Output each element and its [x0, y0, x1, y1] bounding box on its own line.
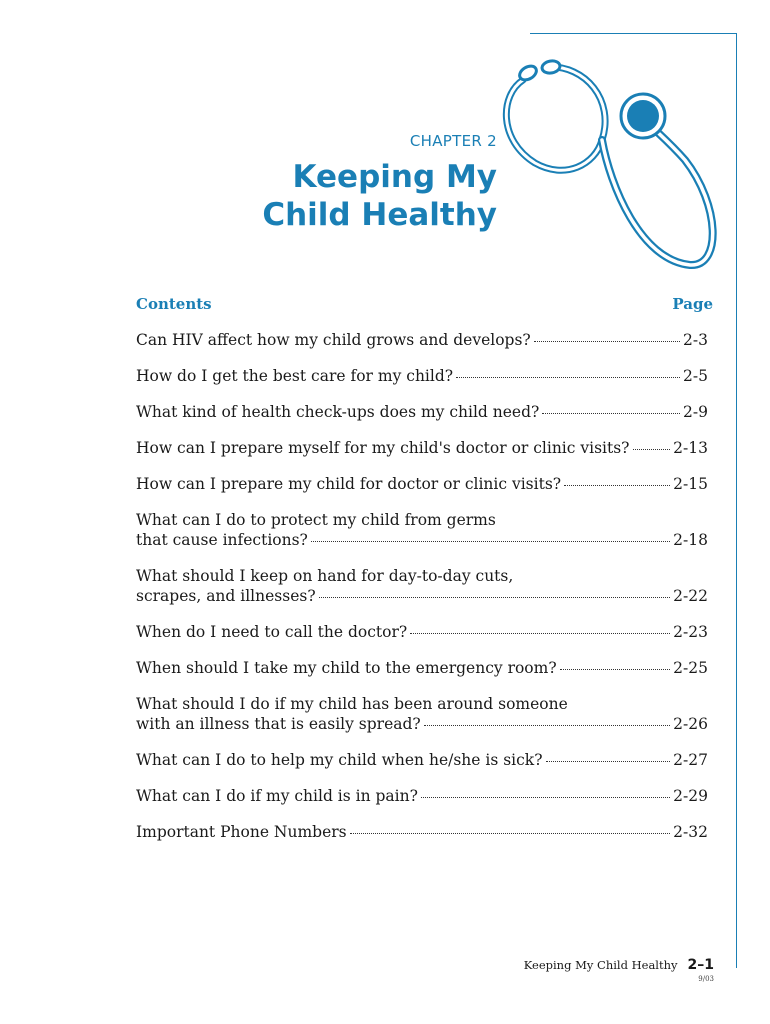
- toc-entry-title: How can I prepare my child for doctor or clinic visits?: [136, 475, 562, 493]
- toc-entry-page: 2-9: [683, 403, 708, 421]
- toc-leader-dots: [560, 668, 671, 670]
- toc-entry-title-cont: scrapes, and illnesses?: [136, 587, 316, 605]
- toc-entry-page: 2-27: [673, 751, 708, 769]
- page-frame-right-rule: [736, 33, 737, 968]
- toc-entry-page: 2-25: [673, 659, 708, 677]
- toc-entry-page: 2-3: [683, 331, 708, 349]
- toc-entry-page: 2-26: [673, 715, 708, 733]
- footer-date: 9/03: [698, 975, 714, 983]
- toc-entry-title: What should I do if my child has been around someone: [136, 695, 568, 713]
- toc-leader-dots: [564, 484, 670, 486]
- toc-leader-dots: [421, 796, 670, 798]
- toc-entry[interactable]: [136, 366, 708, 386]
- page-frame-top-rule: [530, 33, 737, 34]
- toc-entry[interactable]: [136, 786, 708, 806]
- table-of-contents: [136, 330, 708, 858]
- stethoscope-icon: [490, 45, 725, 280]
- toc-entry-page: 2-29: [673, 787, 708, 805]
- toc-entry-title-cont: that cause infections?: [136, 531, 308, 549]
- toc-leader-dots: [319, 596, 671, 598]
- toc-entry-title: What can I do to help my child when he/she is sick?: [136, 751, 543, 769]
- contents-header: [136, 295, 713, 317]
- footer-page-number: 2–1: [687, 957, 714, 973]
- toc-leader-dots: [546, 760, 671, 762]
- chapter-title-line2: Child Healthy: [262, 197, 497, 233]
- toc-leader-dots: [410, 632, 670, 634]
- toc-entry[interactable]: [136, 566, 708, 606]
- toc-leader-dots: [534, 340, 680, 342]
- toc-entry-title: Important Phone Numbers: [136, 823, 347, 841]
- toc-entry-title: What can I do to protect my child from germs: [136, 511, 496, 529]
- toc-entry-title: What kind of health check-ups does my child need?: [136, 403, 540, 421]
- footer-label: Keeping My Child Healthy: [523, 958, 678, 972]
- toc-entry-page: 2-5: [683, 367, 708, 385]
- toc-entry-page: 2-32: [673, 823, 708, 841]
- toc-entry[interactable]: [136, 622, 708, 642]
- toc-entry[interactable]: [136, 402, 708, 422]
- toc-entry-page: 2-23: [673, 623, 708, 641]
- toc-leader-dots: [424, 724, 670, 726]
- toc-entry-page: 2-15: [673, 475, 708, 493]
- toc-leader-dots: [542, 412, 680, 414]
- page-column-heading: Page: [672, 295, 713, 313]
- toc-entry[interactable]: [136, 822, 708, 842]
- toc-entry-page: 2-18: [673, 531, 708, 549]
- toc-entry[interactable]: [136, 510, 708, 550]
- toc-entry-title-cont: with an illness that is easily spread?: [136, 715, 421, 733]
- toc-entry-title: How can I prepare myself for my child's doctor or clinic visits?: [136, 439, 630, 457]
- page-footer: [524, 954, 714, 983]
- toc-entry[interactable]: [136, 330, 708, 350]
- toc-entry-title: What should I keep on hand for day-to-day cuts,: [136, 567, 514, 585]
- toc-entry[interactable]: [136, 694, 708, 734]
- toc-entry[interactable]: [136, 750, 708, 770]
- toc-entry[interactable]: [136, 658, 708, 678]
- contents-heading: Contents: [136, 295, 212, 313]
- toc-entry[interactable]: [136, 474, 708, 494]
- toc-entry-title: How do I get the best care for my child?: [136, 367, 454, 385]
- toc-leader-dots: [350, 832, 671, 834]
- chapter-label: CHAPTER 2: [409, 132, 497, 150]
- toc-entry-title: When do I need to call the doctor?: [136, 623, 408, 641]
- toc-entry-title: What can I do if my child is in pain?: [136, 787, 418, 805]
- toc-entry-title: When should I take my child to the emergency room?: [136, 659, 557, 677]
- chapter-title: [177, 158, 497, 234]
- toc-entry-page: 2-13: [673, 439, 708, 457]
- toc-leader-dots: [633, 448, 671, 450]
- toc-entry-title: Can HIV affect how my child grows and develops?: [136, 331, 531, 349]
- toc-entry-page: 2-22: [673, 587, 708, 605]
- toc-leader-dots: [311, 540, 670, 542]
- toc-entry[interactable]: [136, 438, 708, 458]
- chapter-title-line1: Keeping My: [292, 159, 497, 195]
- toc-leader-dots: [456, 376, 680, 378]
